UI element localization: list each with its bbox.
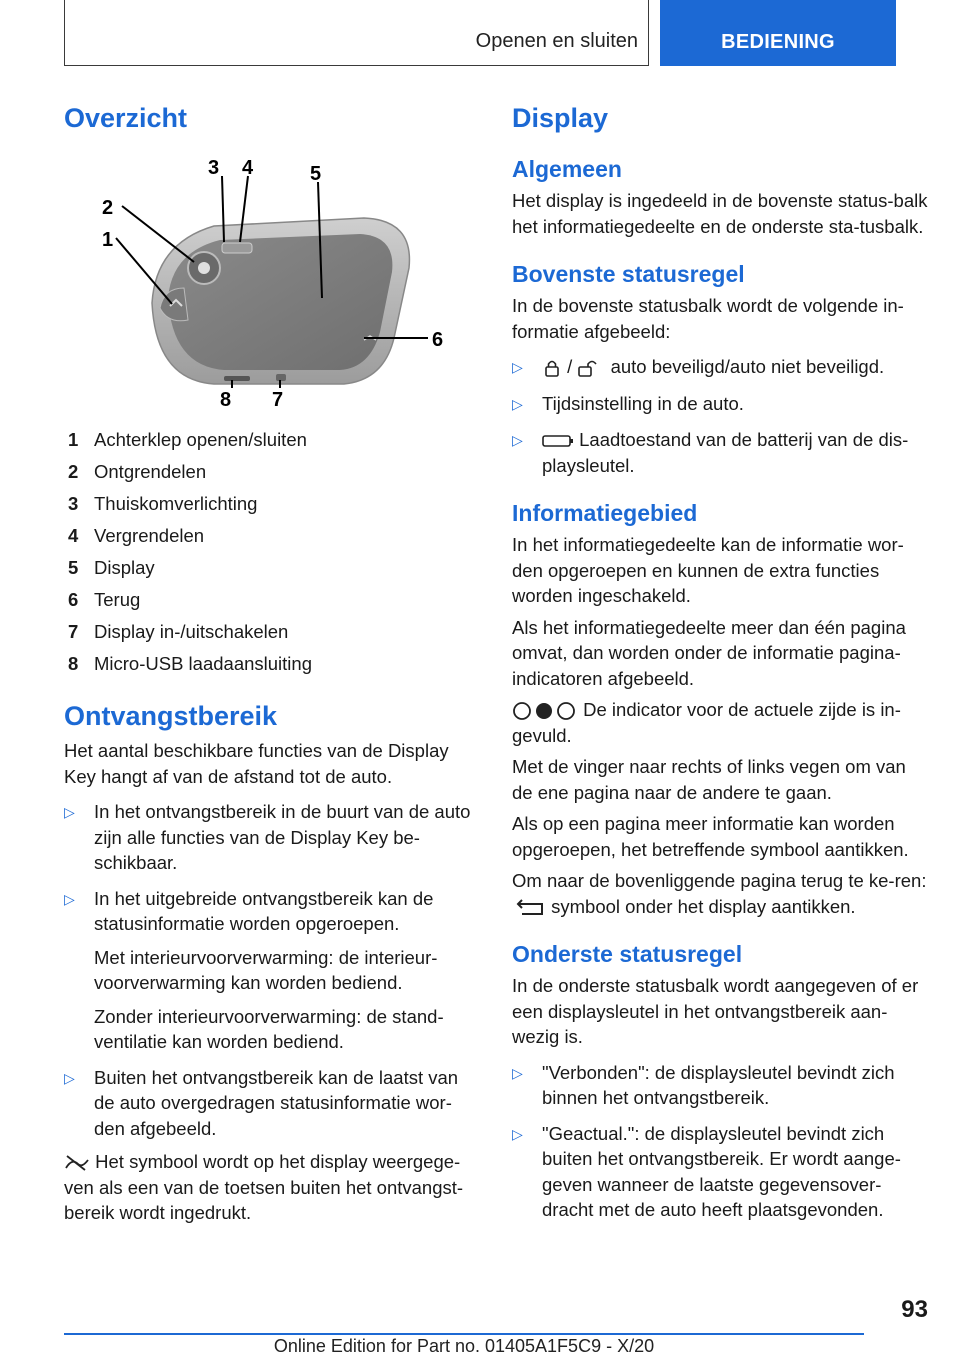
callout-3: 3	[208, 157, 220, 179]
right-column	[512, 100, 928, 1223]
sub-paragraph: Zonder interieurvoorverwarming: de stand-ventilatie kan worden bediend.	[94, 1005, 444, 1052]
display-heading: Display	[512, 103, 609, 133]
back-arrow-icon	[512, 898, 546, 918]
range-heading: Ontvangstbereik	[64, 701, 278, 731]
list-item: ▷ "Geactual.": de displaysleutel bevindt zich buiten het ontvangstbereik. Er wordt aange-geven wanneer de laatste gegevensover-dracht met de auto heeft plaatsgevonden.	[512, 1121, 928, 1223]
triangle-right-icon: ▷	[64, 1069, 75, 1086]
info-paragraph: Om naar de bovenliggende pagina terug te ke-ren: symbool onder het display aantikken.	[512, 870, 927, 917]
legend-item: 8 Micro-USB laadaansluiting	[68, 653, 312, 674]
triangle-right-icon: ▷	[512, 432, 523, 448]
overview-heading: Overzicht	[64, 103, 188, 133]
callout-2: 2	[102, 197, 114, 219]
legend-item: 2 Ontgrendelen	[68, 461, 207, 482]
bottom-status-heading: Onderste statusregel	[512, 941, 743, 967]
list-item: ▷ "Verbonden": de displaysleutel bevindt zich binnen het ontvangstbereik.	[512, 1060, 928, 1111]
info-paragraph: Als het informatiegedeelte meer dan één pagina omvat, dan worden onder de informatie pagina-indicatoren afgebeeld.	[512, 616, 906, 689]
chapter-tab: BEDIENING	[660, 0, 896, 66]
key-button-light	[222, 243, 252, 253]
list-item: ▷ In het uitgebreide ontvangstbereik kan de statusinformatie worden opgeroepen.	[64, 886, 480, 937]
callout-1: 1	[102, 229, 114, 251]
footer-divider	[64, 1333, 864, 1335]
page-header	[64, 0, 896, 66]
key-usb-port	[224, 376, 250, 381]
list-item: ▷ Tijdsinstelling in de auto.	[512, 391, 928, 418]
info-area-heading: Informatiegebied	[512, 500, 698, 526]
legend-item: 5 Display	[68, 557, 155, 578]
triangle-right-icon: ▷	[64, 890, 75, 907]
callout-7: 7	[272, 389, 284, 411]
lock-closed-icon	[542, 358, 562, 378]
legend-item: 1 Achterklep openen/sluiten	[68, 429, 307, 450]
page-number: 93	[901, 1296, 928, 1323]
triangle-right-icon: ▷	[64, 804, 75, 820]
callout-4: 4	[242, 157, 254, 179]
sub-paragraph: Met interieurvoorverwarming: de interieur-voorverwarming kan worden bediend.	[94, 946, 438, 993]
list-item: ▷ Buiten het ontvangstbereik kan de laatst van de auto overgedragen statusinformatie wor-den afgebeeld.	[64, 1065, 480, 1142]
info-paragraph: In het informatiegedeelte kan de informatie wor-den opgeroepen en kunnen de extra functies worden ingeschakeld.	[512, 534, 904, 606]
legend-item: 4 Vergrendelen	[68, 525, 205, 546]
legend-item: 7 Display in-/uitschakelen	[68, 621, 289, 642]
callout-6: 6	[432, 329, 444, 351]
list-item: ▷ Laadtoestand van de batterij van de dis-playsleutel.	[512, 427, 928, 478]
symbol-note: Het symbool wordt op het display weergege-ven als een van de toetsen buiten het ontvangst-bereik wordt ingedrukt.	[64, 1151, 464, 1223]
battery-icon	[542, 433, 574, 449]
separator: /	[567, 356, 573, 377]
edition-info: Online Edition for Part no. 01405A1F5C9 - X/20	[273, 1336, 655, 1356]
legend-item: 6 Terug	[68, 589, 141, 610]
range-intro: Het aantal beschikbare functies van de Display Key hangt af van de afstand tot de auto.	[64, 740, 449, 787]
general-text: Het display is ingedeeld in de bovenste status-balk het informatiegedeelte en de onderste sta-tusbalk.	[512, 190, 928, 237]
triangle-right-icon: ▷	[512, 359, 523, 375]
callout-5: 5	[310, 163, 322, 185]
bottom-status-intro: In de onderste statusbalk wordt aangegeven of er een displaysleutel in het ontvangstbereik aan-wezig is.	[512, 975, 919, 1047]
triangle-right-icon: ▷	[512, 1064, 523, 1081]
top-status-intro: In de bovenste statusbalk wordt de volgende in-formatie afgebeeld:	[512, 295, 904, 342]
key-display-switch	[276, 374, 286, 381]
callout-8: 8	[220, 389, 232, 411]
display-key-drawing	[64, 148, 480, 418]
left-column	[64, 100, 480, 1226]
page-indicator-icon	[512, 701, 578, 721]
info-paragraph: De indicator voor de actuele zijde is in-gevuld.	[512, 699, 901, 746]
info-paragraph: Met de vinger naar rechts of links vegen om van de ene pagina naar de andere te gaan.	[512, 756, 906, 803]
lock-open-icon	[577, 358, 605, 378]
legend-item: 3 Thuiskomverlichting	[68, 493, 258, 514]
component-legend	[64, 424, 480, 680]
general-heading: Algemeen	[512, 156, 622, 182]
out-of-range-icon	[64, 1154, 90, 1172]
info-paragraph: Als op een pagina meer informatie kan worden opgeroepen, het betreffende symbool aantikken.	[512, 813, 909, 860]
top-status-heading: Bovenste statusregel	[512, 261, 745, 287]
triangle-right-icon: ▷	[512, 1125, 523, 1142]
display-key-illustration	[64, 148, 480, 418]
list-item: ▷ / auto beveiligd/auto niet beveiligd.	[512, 354, 928, 381]
triangle-right-icon: ▷	[512, 395, 523, 412]
list-item: ▷ In het ontvangstbereik in de buurt van de auto zijn alle functies van de Display Key be-schikbaar.	[64, 799, 480, 876]
section-title: Openen en sluiten	[475, 30, 638, 52]
